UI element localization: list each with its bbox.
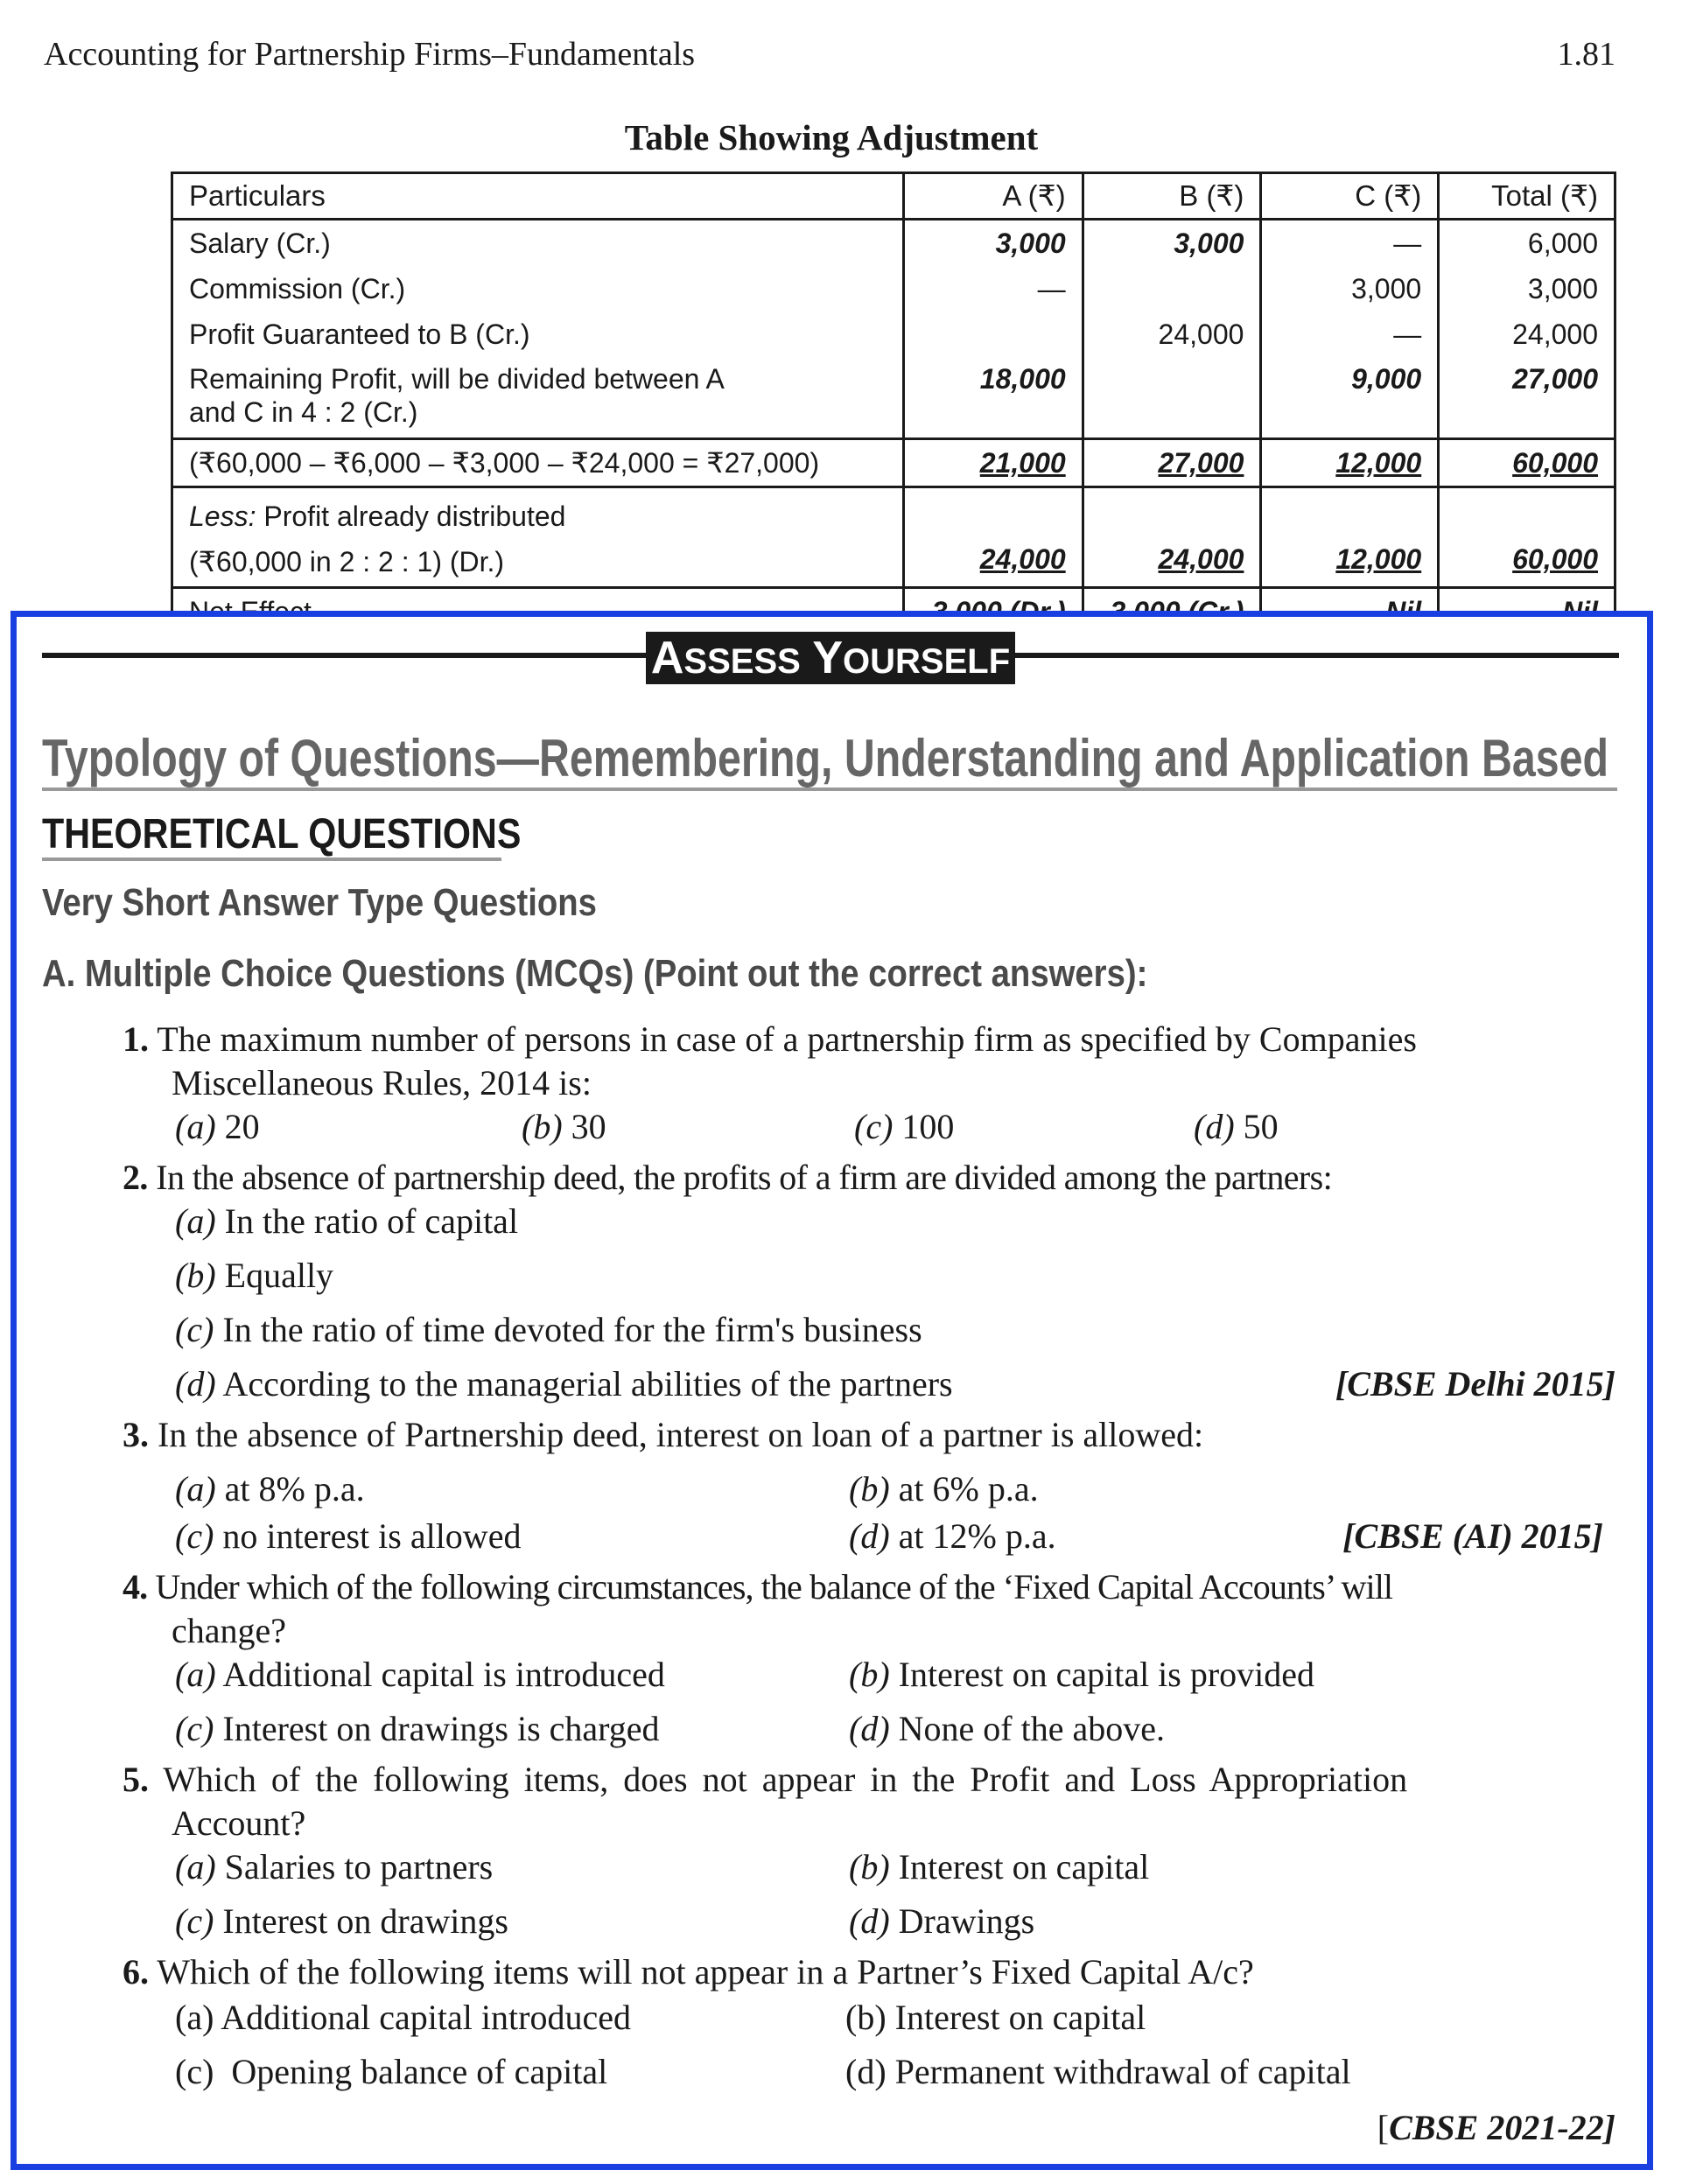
question-6: 6. Which of the following items will not appear in a Partner’s Fixed Capital A/c?: [123, 1952, 1254, 1992]
option: (d) 50: [1194, 1107, 1279, 1146]
b-cell: 24,000: [1083, 487, 1261, 588]
b-cell: [1083, 357, 1261, 439]
option: (d) According to the managerial abilities of the partners: [175, 1364, 953, 1404]
b-cell: 27,000: [1083, 439, 1261, 487]
a-cell: —: [903, 266, 1083, 312]
a-cell: 24,000: [903, 487, 1083, 588]
mcq-heading: A. Multiple Choice Questions (MCQs) (Point out the correct answers):: [42, 952, 1148, 995]
option: (b) 30: [522, 1107, 606, 1146]
particulars-line: [189, 494, 887, 539]
option: (d) Drawings: [849, 1901, 1035, 1941]
particulars-cell: Commission (Cr.): [172, 266, 904, 312]
question-text: Which of the following items, does not appear in the Profit and Loss Appropriation: [163, 1760, 1408, 1799]
c-cell: 12,000: [1261, 439, 1439, 487]
source-citation: [CBSE 2021-22]: [1377, 2108, 1615, 2147]
very-short-heading: Very Short Answer Type Questions: [42, 881, 597, 924]
assess-yourself-badge: ASSESS YOURSELF: [646, 632, 1015, 684]
c-cell: 12,000: [1261, 487, 1439, 588]
typology-heading: Typology of Questions—Remembering, Understanding and Application Based: [42, 729, 1608, 788]
table-row: [172, 220, 1615, 267]
total-cell: 60,000: [1439, 487, 1615, 588]
particulars-line: Remaining Profit, will be divided between A: [189, 363, 725, 395]
question-text: Under which of the following circumstances, the balance of the ‘Fixed Capital Accounts’ will: [155, 1567, 1393, 1606]
table-title: Table Showing Adjustment: [624, 117, 1039, 158]
question-2: 2. In the absence of partnership deed, the profits of a firm are divided among the partners:: [123, 1158, 1333, 1197]
particulars-cell: [172, 487, 904, 588]
option: (b) Interest on capital: [849, 1847, 1150, 1886]
particulars-line: (₹60,000 in 2 : 2 : 1) (Dr.): [189, 546, 505, 578]
question-text: change?: [172, 1611, 287, 1650]
question-1: 1. The maximum number of persons in case of a partnership firm as specified by Companies: [123, 1019, 1417, 1059]
option: (a) Additional capital introduced: [175, 1998, 631, 2037]
a-cell: [903, 312, 1083, 357]
option: (d) at 12% p.a.: [849, 1516, 1056, 1556]
a-cell: 3,000: [903, 220, 1083, 267]
option: (c) Opening balance of capital: [175, 2052, 608, 2091]
option: (a) Salaries to partners: [175, 1847, 494, 1886]
option: (b) at 6% p.a.: [849, 1469, 1039, 1508]
question-text: The maximum number of persons in case of a partnership firm as specified by Companies: [157, 1019, 1417, 1059]
particulars-cell: Profit Guaranteed to B (Cr.): [172, 312, 904, 357]
option: (a) In the ratio of capital: [175, 1201, 519, 1241]
column-header: Total (₹): [1439, 173, 1615, 220]
c-cell: 3,000: [1261, 266, 1439, 312]
option: (b) Interest on capital is provided: [849, 1655, 1315, 1694]
c-cell: —: [1261, 220, 1439, 267]
question-3: 3. In the absence of Partnership deed, interest on loan of a partner is allowed:: [123, 1415, 1204, 1454]
total-cell: 60,000: [1439, 439, 1615, 487]
running-head: Accounting for Partnership Firms–Fundamentals: [44, 36, 696, 73]
column-header: A (₹): [903, 173, 1083, 220]
particulars-cell: Salary (Cr.): [172, 220, 904, 267]
option: (a) at 8% p.a.: [175, 1469, 365, 1508]
theoretical-heading: THEORETICAL QUESTIONS: [42, 811, 522, 858]
particulars-line: and C in 4 : 2 (Cr.): [189, 396, 418, 428]
option: (b) Equally: [175, 1256, 334, 1295]
table-row: [172, 266, 1615, 312]
total-cell: 27,000: [1439, 357, 1615, 439]
particulars-text: Profit already distributed: [263, 500, 566, 532]
table-row: [172, 312, 1615, 357]
column-header: B (₹): [1083, 173, 1261, 220]
option: (a) Additional capital is introduced: [175, 1655, 665, 1694]
total-cell: 6,000: [1439, 220, 1615, 267]
option: (c) 100: [854, 1107, 955, 1146]
option: (c) In the ratio of time devoted for the firm's business: [175, 1310, 922, 1349]
c-cell: —: [1261, 312, 1439, 357]
b-cell: [1083, 266, 1261, 312]
option: (c) no interest is allowed: [175, 1516, 522, 1556]
table-row: [172, 439, 1615, 487]
question-text: Account?: [172, 1803, 306, 1843]
banner-rule-left: [42, 653, 646, 658]
source-citation: [CBSE Delhi 2015]: [1335, 1364, 1615, 1404]
adjustment-table: [171, 172, 1616, 634]
option: (b) Interest on capital: [845, 1998, 1146, 2037]
option: (c) Interest on drawings is charged: [175, 1709, 660, 1748]
particulars-cell: [172, 357, 904, 439]
question-4: 4. Under which of the following circumstances, the balance of the ‘Fixed Capital Accounts’ will: [123, 1567, 1393, 1606]
question-text: Which of the following items will not appear in a Partner’s Fixed Capital A/c?: [157, 1952, 1254, 1992]
table-row: [172, 357, 1615, 439]
question-text: Miscellaneous Rules, 2014 is:: [172, 1063, 592, 1102]
b-cell: 3,000: [1083, 220, 1261, 267]
table-header-row: [172, 173, 1615, 220]
b-cell: 24,000: [1083, 312, 1261, 357]
table-row: [172, 487, 1615, 588]
column-header: C (₹): [1261, 173, 1439, 220]
option: (a) 20: [175, 1107, 260, 1146]
source-citation: [CBSE (AI) 2015]: [1342, 1516, 1603, 1556]
particulars-cell: (₹60,000 – ₹6,000 – ₹3,000 – ₹24,000 = ₹27,000): [172, 439, 904, 487]
question-text: In the absence of Partnership deed, interest on loan of a partner is allowed:: [158, 1415, 1204, 1454]
a-cell: 21,000: [903, 439, 1083, 487]
option: (c) Interest on drawings: [175, 1901, 508, 1941]
question-text: In the absence of partnership deed, the profits of a firm are divided among the partners:: [156, 1158, 1333, 1197]
page-number: 1.81: [1557, 36, 1615, 73]
column-header: Particulars: [172, 173, 904, 220]
less-label: Less:: [189, 500, 256, 532]
banner-rule-right: [1015, 653, 1619, 658]
total-cell: 24,000: [1439, 312, 1615, 357]
c-cell: 9,000: [1261, 357, 1439, 439]
option: (d) Permanent withdrawal of capital: [845, 2052, 1351, 2091]
total-cell: 3,000: [1439, 266, 1615, 312]
question-5: 5. Which of the following items, does not appear in the Profit and Loss Appropriation: [123, 1760, 1408, 1799]
a-cell: 18,000: [903, 357, 1083, 439]
option: (d) None of the above.: [849, 1709, 1165, 1748]
theoretical-rule: [42, 858, 501, 861]
typology-rule: [42, 788, 1617, 791]
